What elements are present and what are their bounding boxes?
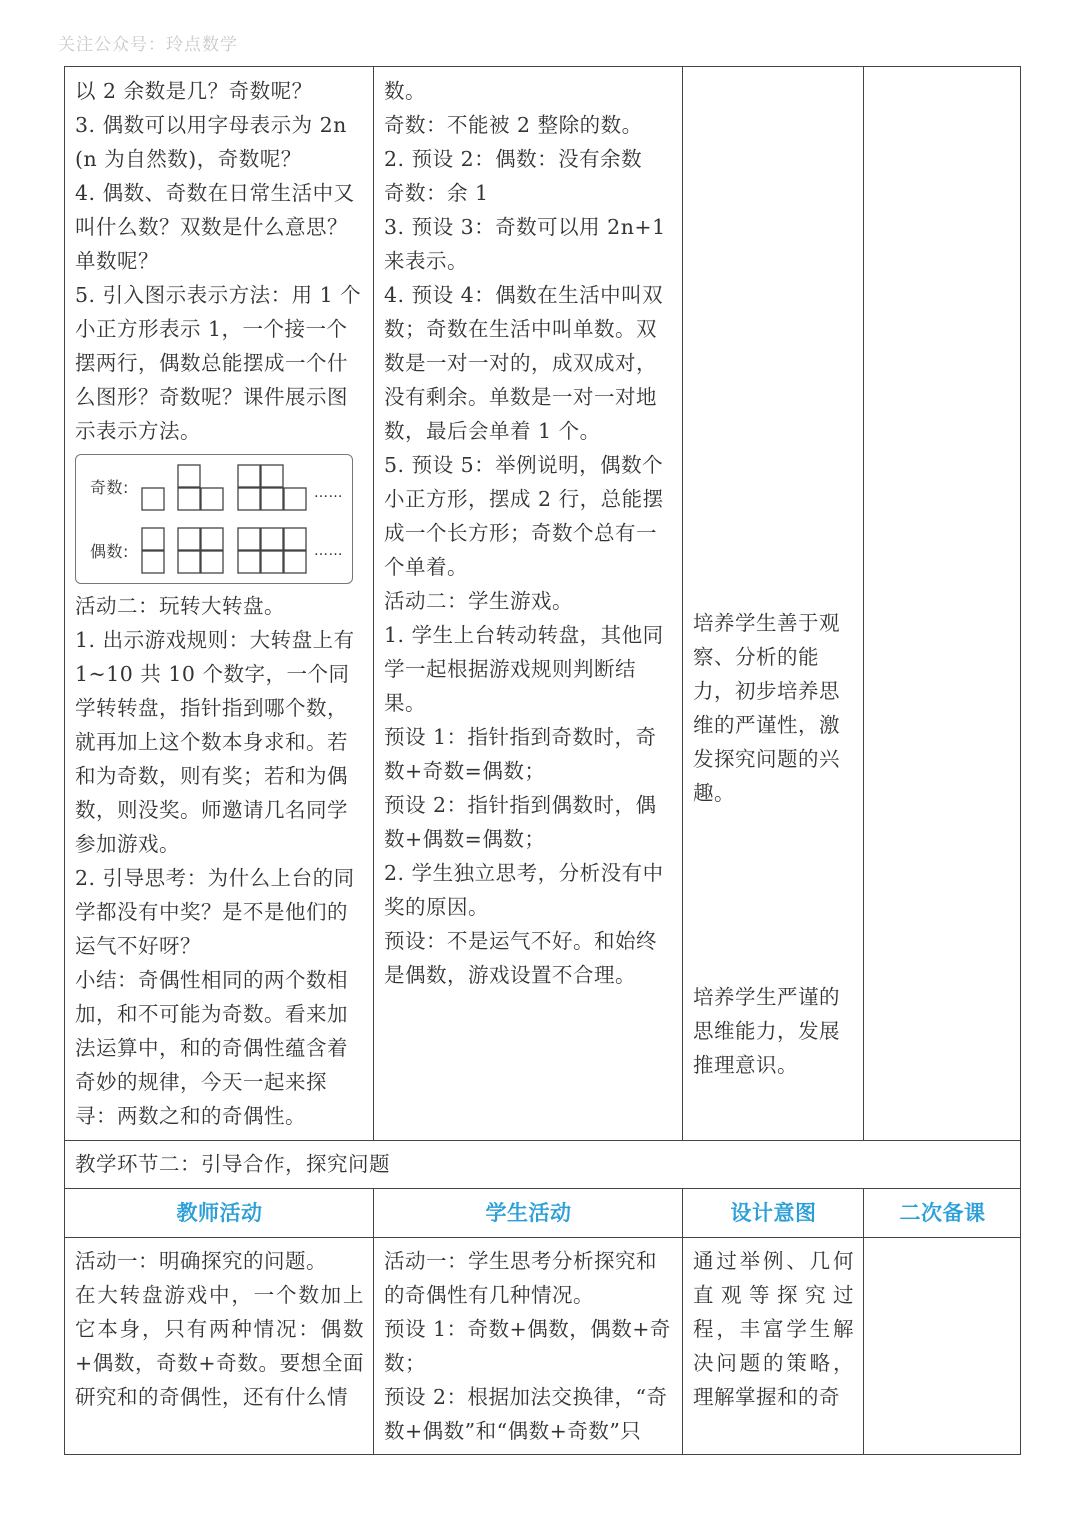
even-label: 偶数: <box>90 542 129 561</box>
student-text: 2. 预设 2：偶数：没有余数 奇数：余 1 <box>384 147 664 205</box>
student-text: 活动二：学生游戏。 <box>384 589 573 613</box>
lesson-plan-table <box>64 66 1021 1455</box>
header-design-intent: 设计意图 <box>683 1189 864 1238</box>
teacher-text: 1. 出示游戏规则：大转盘上有 1~10 共 10 个数字，一个同学转转盘，指针指到哪个数，就再加上这个数本身求和。若和为奇数，则有奖；若和为偶数，则没奖。师邀请几名同学参加游戏。 <box>75 628 355 856</box>
table-row <box>65 1238 1021 1455</box>
student-activity-cell <box>374 67 683 1141</box>
teacher-text: 活动二：玩转大转盘。 <box>75 594 285 618</box>
second-prep-cell <box>864 1238 1021 1455</box>
table-header-row <box>65 1189 1021 1238</box>
intent-text: 通过举例、几何直观等探究过程，丰富学生解决问题的策略，理解掌握和的奇 <box>693 1249 854 1409</box>
odd-even-square-diagram <box>75 454 353 584</box>
teacher-text: 5. 引入图示表示方法：用 1 个小正方形表示 1，一个接一个摆两行，偶数总能摆成一个什么图形？奇数呢？课件展示图示表示方法。 <box>75 283 362 443</box>
student-text: 预设 1：指针指到奇数时，奇数+奇数=偶数； <box>384 725 657 783</box>
teacher-text: 4. 偶数、奇数在日常生活中又叫什么数？双数是什么意思？单数呢？ <box>75 181 355 273</box>
teacher-text: 活动一：明确探究的问题。 <box>75 1249 327 1273</box>
even-ellipsis: …… <box>314 543 343 559</box>
header-second-prep: 二次备课 <box>864 1189 1021 1238</box>
intent-text: 培养学生善于观察、分析的能力，初步培养思维的严谨性，激发探究问题的兴趣。 <box>693 611 840 805</box>
student-activity-cell <box>374 1238 683 1455</box>
student-text: 预设：不是运气不好。和始终是偶数，游戏设置不合理。 <box>384 929 657 987</box>
table-row <box>65 67 1021 1141</box>
teacher-activity-cell <box>65 1238 374 1455</box>
design-intent-cell <box>683 67 864 1141</box>
teacher-text: 在大转盘游戏中，一个数加上它本身，只有两种情况：偶数+偶数，奇数+奇数。要想全面研究和的奇偶性，还有什么情 <box>75 1283 364 1409</box>
student-text: 数。 <box>384 79 426 103</box>
student-text: 预设 2：根据加法交换律，“奇数+偶数”和“偶数+奇数”只 <box>384 1385 668 1443</box>
design-intent-cell <box>683 1238 864 1455</box>
header-student-activity: 学生活动 <box>374 1189 683 1238</box>
student-text: 预设 2：指针指到偶数时，偶数+偶数=偶数； <box>384 793 657 851</box>
header-teacher-activity: 教师活动 <box>65 1189 374 1238</box>
student-text: 2. 学生独立思考，分析没有中奖的原因。 <box>384 861 664 919</box>
student-text: 5. 预设 5：举例说明，偶数个小正方形，摆成 2 行，总能摆成一个长方形；奇数个总有一个单着。 <box>384 453 664 579</box>
teacher-text: 以 2 余数是几？奇数呢？ <box>75 79 313 103</box>
teacher-activity-cell <box>65 67 374 1141</box>
teacher-text: 小结：奇偶性相同的两个数相加，和不可能为奇数。看来加法运算中，和的奇偶性蕴含着奇妙的规律，今天一起来探寻：两数之和的奇偶性。 <box>75 968 348 1128</box>
student-text: 4. 预设 4：偶数在生活中叫双数；奇数在生活中叫单数。双数是一对一对的，成双成对，没有剩余。单数是一对一对地数，最后会单着 1 个。 <box>384 283 664 443</box>
odd-label: 奇数: <box>90 478 129 497</box>
odd-ellipsis: …… <box>314 485 343 501</box>
student-text: 3. 预设 3：奇数可以用 2n+1 来表示。 <box>384 215 666 273</box>
table-row <box>65 1141 1021 1189</box>
student-text: 1. 学生上台转动转盘，其他同学一起根据游戏规则判断结果。 <box>384 623 664 715</box>
student-text: 预设 1：奇数+偶数，偶数+奇数； <box>384 1317 671 1375</box>
watermark-text: 关注公众号：玲点数学 <box>58 35 238 55</box>
teacher-text: 2. 引导思考：为什么上台的同学都没有中奖？是不是他们的运气不好呀？ <box>75 866 355 958</box>
student-text: 活动一：学生思考分析探究和的奇偶性有几种情况。 <box>384 1249 657 1307</box>
second-prep-cell <box>864 67 1021 1141</box>
teacher-text: 3. 偶数可以用字母表示为 2n(n 为自然数)，奇数呢？ <box>75 113 347 171</box>
section-title: 教学环节二：引导合作，探究问题 <box>65 1141 1021 1189</box>
intent-text: 培养学生严谨的思维能力，发展推理意识。 <box>693 985 840 1077</box>
student-text: 奇数：不能被 2 整除的数。 <box>384 113 643 137</box>
